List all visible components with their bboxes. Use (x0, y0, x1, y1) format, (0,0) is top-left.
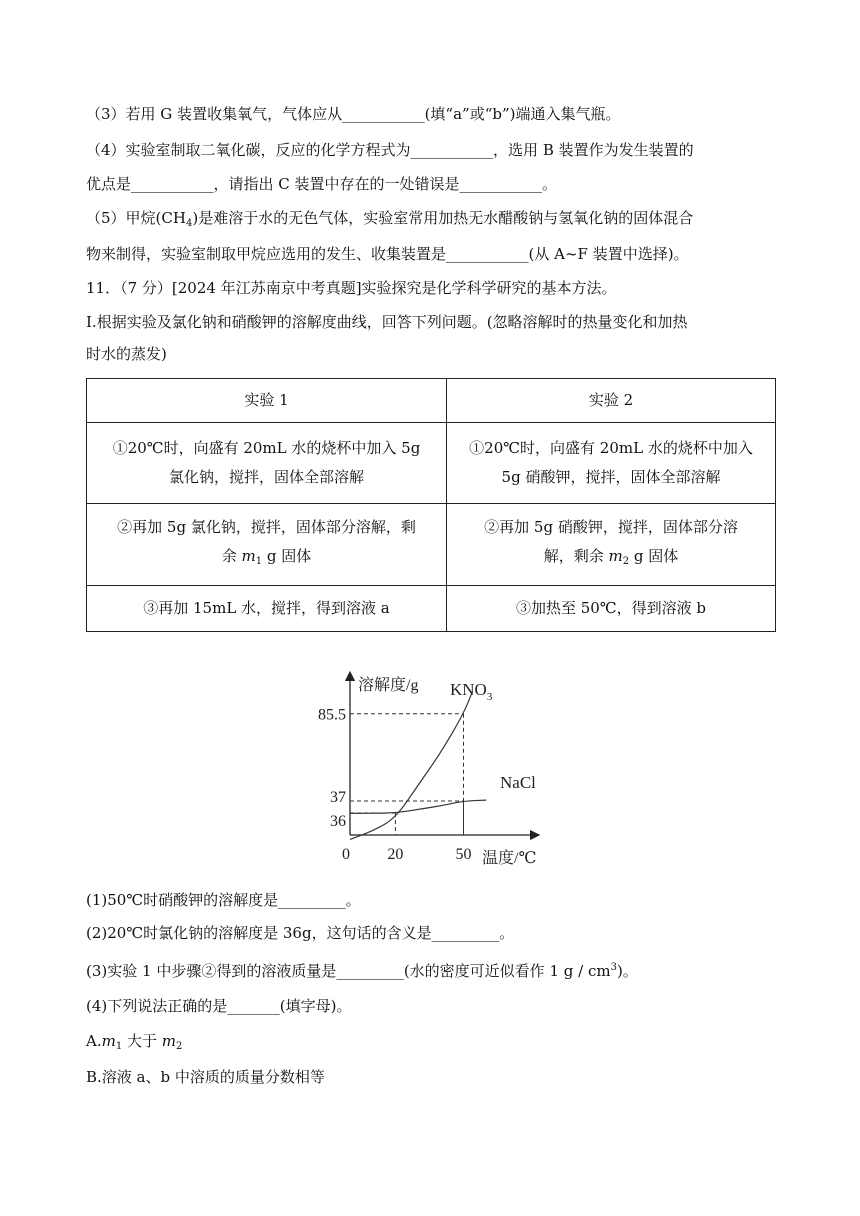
q10-part3: （3）若用 G 装置收集氧气，气体应从___________(填“a”或“b”)端通入集气瓶。 (86, 105, 621, 123)
table-cell-exp1-step3: ③再加 15mL 水，搅拌，得到溶液 a (87, 586, 447, 632)
option-b: B.溶液 a、b 中溶质的质量分数相等 (86, 1068, 325, 1086)
x-tick-label: 50 (455, 846, 472, 863)
experiment-table (86, 378, 776, 632)
y-tick-label: 36 (330, 813, 346, 830)
x-tick-label: 20 (387, 846, 404, 863)
q10-part4-line1: （4）实验室制取二氧化碳，反应的化学方程式为___________，选用 B 装置作为发生装置的 (86, 141, 694, 159)
series-label-kno3: $KNO_3$ (450, 680, 493, 703)
q11-sub3: (3)实验 1 中步骤②得到的溶液质量是_________(水的密度可近似看作 1 g / $cm^3$)。 (86, 962, 638, 980)
table-cell-exp2-step1: ①20℃时，向盛有 20mL 水的烧杯中加入 5g 硝酸钾，搅拌，固体全部溶解 (447, 423, 776, 504)
series-line-kno3 (350, 691, 473, 839)
y-tick-label: 85.5 (318, 706, 346, 724)
option-a: $A.m_1$ 大于 $m_2$ (86, 1032, 183, 1052)
y-tick-label: 37 (330, 789, 346, 806)
table-cell-exp2-step2: ②再加 5g 硝酸钾，搅拌，固体部分溶 解，剩余 $m_2$ g 固体 (447, 504, 776, 586)
series-label-nacl: NaCl (500, 773, 536, 792)
q10-part5-line1: （5）甲烷$(CH_4)$是难溶于水的无色气体，实验室常用加热无水醋酸钠与氢氧化钠的固体混合 (86, 209, 694, 229)
series-line-nacl (350, 800, 486, 813)
x-axis-label: 温度/℃ (482, 850, 537, 867)
q11-part1-line2: 时水的蒸发) (86, 345, 167, 363)
q10-part4-line2: 优点是___________，请指出 C 装置中存在的一处错误是___________。 (86, 175, 558, 193)
q10-part5-line2: 物来制得，实验室制取甲烷应选用的发生、收集装置是___________(从 A~F 装置中选择)。 (86, 245, 689, 263)
table-cell-exp1-step1: ①20℃时，向盛有 20mL 水的烧杯中加入 5g 氯化钠，搅拌，固体全部溶解 (87, 423, 447, 504)
q11-sub2: (2)20℃时氯化钠的溶解度是 36g，这句话的含义是_________。 (86, 924, 515, 942)
solubility-chart (310, 668, 570, 873)
q11-part1-line1: Ⅰ.根据实验及氯化钠和硝酸钾的溶解度曲线，回答下列问题。(忽略溶解时的热量变化和加热 (86, 313, 688, 331)
table-header-exp2: 实验 2 (447, 379, 776, 423)
q11-header: 11．（7 分）[2024 年江苏南京中考真题]实验探究是化学科学研究的基本方法。 (86, 279, 617, 297)
y-axis-label: 溶解度/g (358, 677, 419, 694)
x-tick-label: 0 (342, 846, 350, 863)
table-cell-exp1-step2: ②再加 5g 氯化钠，搅拌，固体部分溶解，剩 余 $m_1$ g 固体 (87, 504, 447, 586)
q11-sub1: (1)50℃时硝酸钾的溶解度是_________。 (86, 891, 361, 909)
q11-sub4: (4)下列说法正确的是_______(填字母)。 (86, 997, 352, 1015)
table-cell-exp2-step3: ③加热至 50℃，得到溶液 b (447, 586, 776, 632)
table-header-exp1: 实验 1 (87, 379, 447, 423)
